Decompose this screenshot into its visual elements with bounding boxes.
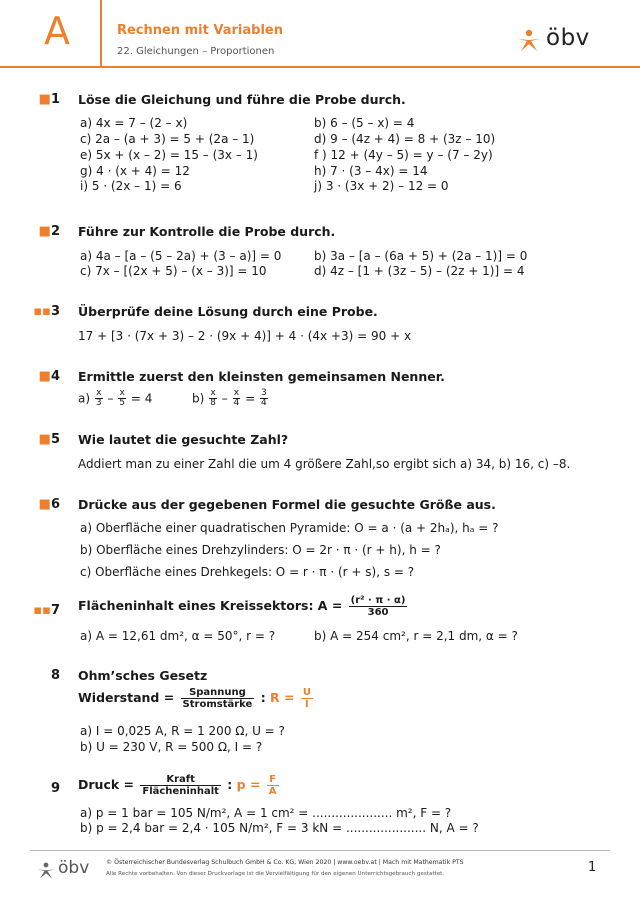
obv-footer-logo-text: öbv bbox=[58, 858, 90, 878]
fraction: $\frac{F}{A}$ bbox=[268, 774, 277, 797]
fraction: $\frac{x}{4}$ bbox=[233, 388, 240, 409]
task-9-item: b) p = 2,4 bar = 2,4 · 105 N/m², F = 3 kN = ..................... N, A = ? bbox=[80, 821, 479, 835]
task-1-item: b) 6 – (5 – x) = 4 bbox=[314, 116, 415, 130]
task-5-number: ■5 bbox=[38, 432, 60, 447]
task-8-title: Ohm’sches Gesetz bbox=[78, 668, 208, 683]
footer-divider bbox=[30, 850, 610, 851]
task-1-item: h) 7 · (3 – 4x) = 14 bbox=[314, 164, 428, 178]
task-5-text: Addiert man zu einer Zahl die um 4 größere Zahl,so ergibt sich a) 34, b) 16, c) –8. bbox=[78, 457, 571, 471]
task-2-number: ■2 bbox=[38, 224, 60, 239]
task-8-item: a) I = 0,025 A, R = 1 200 Ω, U = ? bbox=[80, 724, 285, 738]
fraction: $\frac{x}{3}$ bbox=[95, 388, 102, 409]
fraction: $\frac{U}{I}$ bbox=[302, 687, 311, 710]
task-7-item: a) A = 12,61 dm², α = 50°, r = ? bbox=[80, 629, 276, 643]
task-1-item: a) 4x = 7 – (2 – x) bbox=[80, 116, 188, 130]
task-1-item: d) 9 – (4z + 4) = 8 + (3z – 10) bbox=[314, 132, 496, 146]
task-2-title: Führe zur Kontrolle die Probe durch. bbox=[78, 224, 336, 239]
task-1-item: j) 3 · (3x + 2) – 12 = 0 bbox=[314, 179, 449, 193]
obv-footer-logo-icon bbox=[36, 862, 56, 880]
task-2-item: b) 3a – [a – (6a + 5) + (2a – 1)] = 0 bbox=[314, 249, 528, 263]
task-5-title: Wie lautet die gesuchte Zahl? bbox=[78, 432, 289, 447]
obv-logo-text: öbv bbox=[546, 25, 590, 51]
task-3-title: Überprüfe deine Lösung durch eine Probe. bbox=[78, 304, 378, 319]
fraction: Kraft Flächeninhalt bbox=[142, 774, 219, 797]
task-7-item: b) A = 254 cm², r = 2,1 dm, α = ? bbox=[314, 629, 518, 643]
task-1-title: Löse die Gleichung und führe die Probe durch. bbox=[78, 92, 406, 107]
obv-logo-icon bbox=[516, 29, 542, 53]
task-7-title: Flächeninhalt eines Kreissektors: A = $\frac{\text{(r² · π · α)}}{360}$ bbox=[78, 595, 406, 618]
task-6-item: b) Oberfläche eines Drehzylinders: O = 2r · π · (r + h), h = ? bbox=[80, 543, 441, 557]
chapter-subtitle: 22. Gleichungen – Proportionen bbox=[117, 46, 275, 57]
task-1-item: i) 5 · (2x – 1) = 6 bbox=[80, 179, 182, 193]
task-7-number: ▪▪7 bbox=[33, 603, 60, 618]
chapter-title: Rechnen mit Variablen bbox=[117, 23, 283, 38]
task-8-item: b) U = 230 V, R = 500 Ω, I = ? bbox=[80, 740, 263, 754]
page-number: 1 bbox=[588, 860, 597, 875]
ohm-formula: Widerstand = Spannung Stromstärke : R = $\frac{U}{I}$ bbox=[78, 687, 311, 710]
task-8-number: 8 bbox=[50, 668, 60, 683]
task-9-number: 9 bbox=[50, 781, 60, 796]
task-2-item: a) 4a – [a – (5 – 2a) + (3 – a)] = 0 bbox=[80, 249, 282, 263]
task-6-item: a) Oberfläche einer quadratischen Pyramide: O = a · (a + 2hₐ), hₐ = ? bbox=[80, 521, 499, 535]
fraction: $\frac{x}{8}$ bbox=[210, 388, 216, 409]
chapter-letter: A bbox=[44, 9, 70, 53]
task-6-title: Drücke aus der gegebenen Formel die gesuchte Größe aus. bbox=[78, 497, 496, 512]
task-4-item-a: a) $\frac{x}{3}$ – $\frac{x}{5}$ = 4 bbox=[78, 388, 153, 409]
task-2-item: c) 7x – [(2x + 5) – (x – 3)] = 10 bbox=[80, 264, 267, 278]
task-6-number: ■6 bbox=[38, 497, 60, 512]
fraction: $\frac{3}{4}$ bbox=[260, 388, 267, 409]
sector-area-fraction: $\frac{\text{(r² · π · α)}}{360}$ bbox=[350, 595, 406, 618]
footer-rights: Alle Rechte vorbehalten. Von dieser Druckvorlage ist die Vervielfältigung für den eigenen Unterrichtsgebrauch gestattet. bbox=[106, 871, 445, 877]
pressure-formula: Druck = Kraft Flächeninhalt : p = $\frac{F}{A}$ bbox=[78, 774, 277, 797]
task-4-title: Ermittle zuerst den kleinsten gemeinsamen Nenner. bbox=[78, 369, 445, 384]
task-6-item: c) Oberfläche eines Drehkegels: O = r · π · (r + s), s = ? bbox=[80, 565, 415, 579]
task-3-number: ▪▪3 bbox=[33, 304, 60, 319]
header-divider-vertical bbox=[100, 0, 102, 66]
fraction: $\frac{x}{5}$ bbox=[119, 388, 125, 409]
task-1-item: e) 5x + (x – 2) = 15 – (3x – 1) bbox=[80, 148, 258, 162]
footer-copyright: © Österreichischer Bundesverlag Schulbuch GmbH & Co. KG, Wien 2020 | www.oebv.at | Mach mit Mathematik PTS bbox=[106, 859, 464, 866]
task-4-number: ■4 bbox=[38, 369, 60, 384]
header-divider-horizontal bbox=[0, 66, 640, 68]
task-4-item-b: b) $\frac{x}{8}$ – $\frac{x}{4}$ = $\frac{3}{4}$ bbox=[192, 388, 267, 409]
task-3-equation: 17 + [3 · (7x + 3) – 2 · (9x + 4)] + 4 · (4x +3) = 90 + x bbox=[78, 329, 412, 343]
task-1-item: c) 2a – (a + 3) = 5 + (2a – 1) bbox=[80, 132, 255, 146]
task-1-number: ■1 bbox=[38, 92, 60, 107]
task-1-item: g) 4 · (x + 4) = 12 bbox=[80, 164, 190, 178]
task-2-item: d) 4z – [1 + (3z – 5) – (2z + 1)] = 4 bbox=[314, 264, 525, 278]
fraction: Spannung Stromstärke bbox=[182, 687, 253, 710]
task-1-item: f ) 12 + (4y – 5) = y – (7 – 2y) bbox=[314, 148, 493, 162]
task-9-item: a) p = 1 bar = 105 N/m², A = 1 cm² = ..................... m², F = ? bbox=[80, 806, 452, 820]
